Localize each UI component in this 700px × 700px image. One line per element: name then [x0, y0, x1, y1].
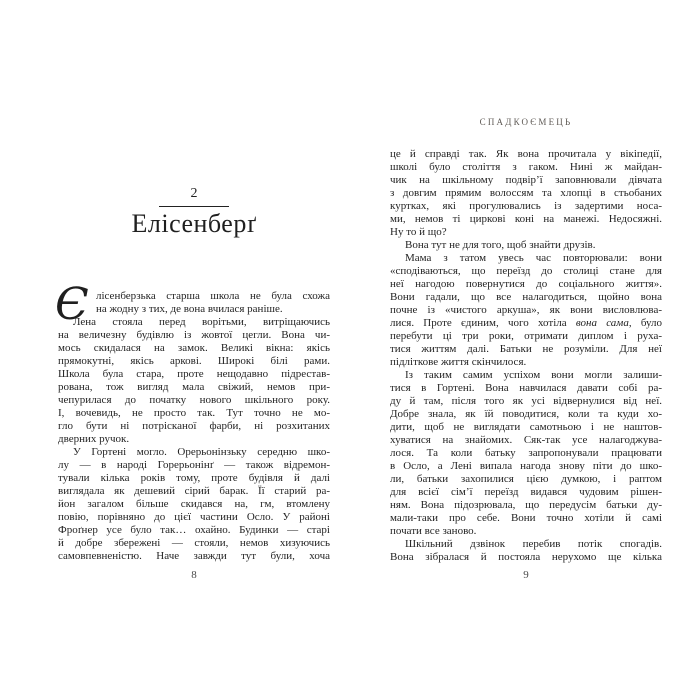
text-line: це й справді так. Як вона прочитала у вікіпедії,: [390, 148, 662, 160]
text-line: Добре знала, як їй поводитися, коли та куди хо-: [390, 408, 662, 420]
right-page-number: 9: [523, 569, 529, 581]
text-line: в Осло, а Лені випала нагода знову піти до шко-: [390, 460, 662, 472]
text-segment: лися. Проте єдиним, чого хотіла: [390, 317, 576, 329]
text-line: У Гортені могло. Орерьонінзьку середню шко-: [73, 446, 330, 458]
text-line: перебути ці три роки, отримати диплом і руха-: [390, 330, 662, 342]
text-line: неї нагодою повернутися до соціального життя».: [390, 278, 662, 290]
text-line: ням. Вона підозрювала, що передусім батьки ду-: [390, 499, 662, 511]
text-line: чик на шкільному подвір’ї заповнювали дівчата: [390, 174, 662, 186]
text-line: прямокутні, якісь аркові. Широкі білі рами.: [58, 355, 330, 367]
text-line: Шкільний дзвінок перебив потік спогадів.: [405, 538, 662, 550]
text-line: чепурилася до початку нового шкільного року.: [58, 394, 330, 406]
text-line: мали-таки про себе. Вони точно хотіли й самі: [390, 512, 662, 524]
text-line: ми, немов ті циркові коні на манежі. Недосяжні.: [390, 213, 662, 225]
text-line: рована, тож вигляд мала свіжий, немов при-: [58, 381, 330, 393]
text-line: лося. Та коли батьку запропонували працювати: [390, 447, 662, 459]
left-page-number: 8: [191, 569, 197, 581]
text-line: мось скидалася на замок. Великі вікна: якісь: [58, 342, 330, 354]
text-line: хуватися на знайомих. Сяк-так усе налагоджува-: [390, 434, 662, 446]
text-line: Вона тут не для того, щоб знайти друзів.: [405, 239, 596, 251]
chapter-rule: [159, 206, 229, 207]
text-line: на жодну з тих, де вона вчилася раніше.: [96, 303, 283, 315]
text-line: тися життям далі. Батьки не розуміли. Для неї: [390, 343, 662, 355]
text-line: виглядала як дешевий сірий барак. Її старий ра-: [58, 485, 330, 497]
text-line: почне із «чистого аркуша», як вони висловлюва-: [390, 304, 662, 316]
text-line: для всієї сім’ї переїзд видався чудовим рішен-: [390, 486, 662, 498]
text-line: самовпевненістю. Наче завжди тут були, хоча: [58, 550, 330, 562]
running-header: СПАДКОЄМЕЦЬ: [479, 117, 573, 127]
text-line: Вона зібралася й постояла нерухомо ще кілька: [390, 551, 662, 563]
text-line: повію, порівняно до цієї частини Осло. У районі: [58, 511, 330, 523]
text-line: Із таким самим успіхом вони могли залиши-: [405, 369, 662, 381]
text-line: дверних ручок.: [58, 433, 130, 445]
text-segment: , було: [628, 317, 662, 329]
text-line: школі було століття з гаком. Нині ж майдан-: [390, 161, 662, 173]
text-line: гло бути ні потрісканої фарби, ні розхитаних: [58, 420, 330, 432]
text-line: тися в Гортені. Вона навчилася давати собі ра-: [390, 382, 662, 394]
text-line: й добре збережені — стояли, немов хизуючись: [58, 537, 330, 549]
text-line: дити, щоб не виглядати самотньою і не наштов-: [390, 421, 662, 433]
text-line: Ну то й що?: [390, 226, 447, 238]
right-page-text: [390, 148, 662, 564]
chapter-heading: [58, 186, 330, 238]
text-line: підліткове життя скінчилося.: [390, 356, 527, 368]
text-line: Вони гадали, що все налагодиться, щойно вона: [390, 291, 662, 303]
text-line: ли, батьки захопилися цією думкою, і раптом: [390, 473, 662, 485]
text-line: Фроґнер усе було так… охайно. Будинки — старі: [58, 524, 330, 536]
text-line: Лена стояла перед ворітьми, витріщаючись: [73, 316, 330, 328]
text-line: ду й там, після того як усі відвернулися від неї.: [390, 395, 662, 407]
text-line: І, вочевидь, не просто так. Тут точно не мо-: [58, 407, 330, 419]
text-line: з довгим прямим волоссям та хлопці в стьобаних: [390, 187, 662, 199]
text-line: лісенберзька старша школа не була схожа: [96, 290, 330, 302]
text-line: Школа була стара, проте нещодавно підрестав-: [58, 368, 330, 380]
chapter-title: Елісенберґ: [131, 209, 257, 238]
drop-cap: Є: [55, 279, 89, 330]
text-line: Мама з татом увесь час повторювали: вони: [405, 252, 662, 264]
text-line: йон загалом більше скидався на, гм, втомлену: [58, 498, 330, 510]
text-line: лу — в народі Горерьонінґ — також відремон-: [58, 459, 330, 471]
italic-phrase: вона сама: [575, 317, 629, 329]
chapter-number: 2: [190, 186, 198, 201]
text-line: тували кілька років тому, проте будівля й далі: [58, 472, 330, 484]
text-line: куртках, які прогулювались із задертими носа-: [390, 200, 662, 212]
text-line: почати все заново.: [390, 525, 477, 537]
text-line: на величезну будівлю із жовтої цегли. Вона чи-: [58, 329, 330, 341]
text-line: [390, 317, 662, 330]
left-page-text: [55, 279, 330, 563]
text-line: «сподіваються, що переїзд до столиці стане для: [390, 265, 662, 277]
